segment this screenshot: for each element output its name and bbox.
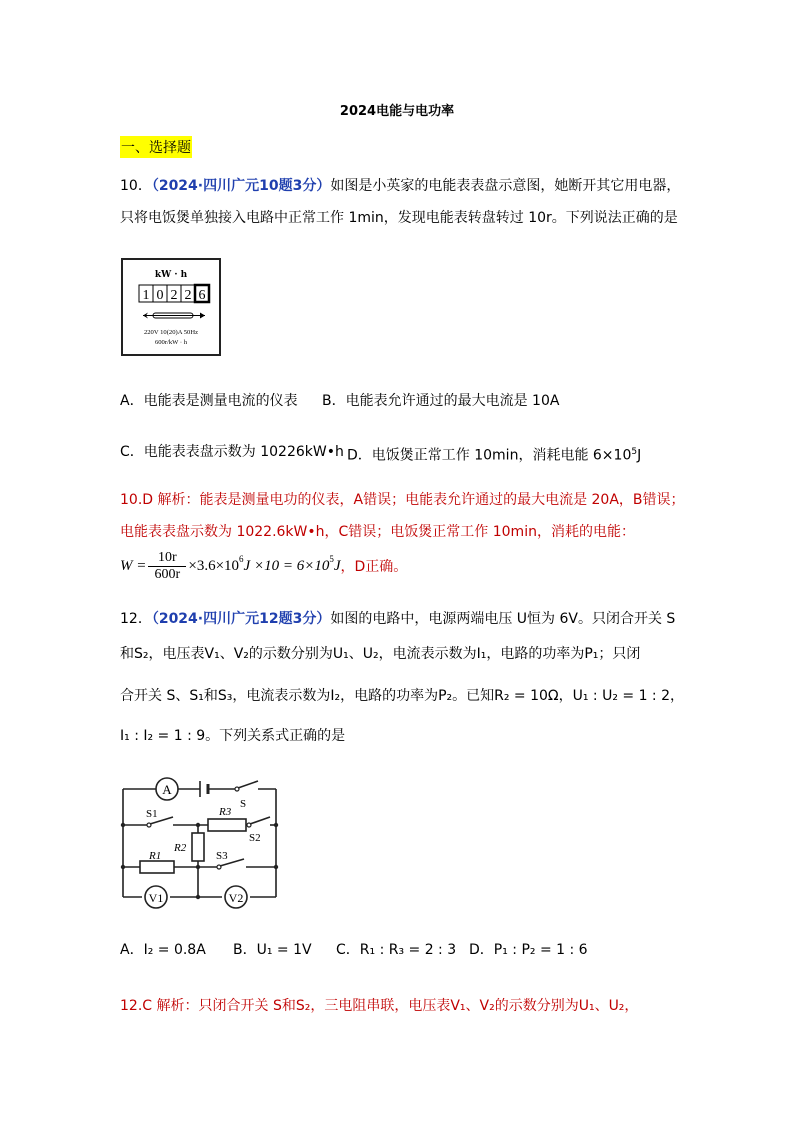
switch-s2-label: S2 (249, 832, 261, 844)
q12-stem-line4: I₁ : I₂ = 1 : 9。下列关系式正确的是 (120, 728, 346, 744)
q10-option-d-text: D．电饭煲正常工作 10min，消耗电能 6×10 (347, 447, 632, 464)
q12-answer-line1: 12.C 解析：只闭合开关 S和S₂，三电阻串联，电压表V₁、V₂的示数分别为U₁、U₂， (120, 998, 639, 1014)
q10-text1: 如图是小英家的电能表表盘示意图，她断开其它用电器， (330, 178, 681, 194)
meter-unit: kW · h (154, 270, 188, 280)
meter-digit-5: 6 (198, 288, 206, 303)
q10-option-d-exp: 5 (631, 447, 638, 457)
q10-answer-line2: 电能表表盘示数为 1022.6kW•h，C错误；电饭煲正常工作 10min，消耗的电能： (120, 524, 635, 540)
electric-meter-figure (121, 258, 221, 356)
q12-stem-line2: 和S₂，电压表V₁、V₂的示数分别为U₁、U₂，电流表示数为I₁，电路的功率为P₁；只闭 (120, 646, 641, 662)
q10-stem-line2: 只将电饭煲单独接入电路中正常工作 1min，发现电能表转盘转过 10r。下列说法正确的是 (120, 210, 678, 226)
voltmeter-v1-label: V1 (148, 891, 164, 905)
switch-s3-label: S3 (216, 850, 228, 862)
formula-exp1: 6 (239, 554, 244, 564)
q10-answer-line1: 10.D 解析：能表是测量电功的仪表，A错误；电能表允许通过的最大电流是 20A，B错误； (120, 492, 685, 508)
q10-formula (120, 548, 407, 584)
q12-number: 12． (120, 611, 152, 627)
formula-part3: J (333, 557, 341, 574)
voltmeter-v2-label: V2 (228, 891, 244, 905)
meter-digit-2: 0 (156, 288, 164, 303)
resistor-r2-icon (192, 833, 204, 861)
section-heading: 一、选择题 (120, 136, 192, 158)
resistor-r3-icon (208, 819, 246, 831)
q12-stem-line3: 合开关 S、S₁和S₃，电流表示数为I₂，电路的功率为P₂。已知R₂ = 10Ω，U₁ : U₂ = 1 : 2， (120, 688, 685, 704)
q12-text1: 如图的电路中，电源两端电压 U恒为 6V。只闭合开关 S (330, 611, 676, 627)
formula-part1: ×3.6×10 (188, 557, 240, 574)
q10-number: 10． (120, 178, 152, 194)
q12-source: （2024·四川广元12题3分） (151, 611, 331, 627)
formula-denominator: 600r (154, 566, 181, 582)
q12-option-b: B．U₁ = 1V (233, 942, 312, 958)
meter-arrow-icon (143, 313, 205, 319)
resistor-r3-label: R3 (219, 806, 232, 818)
q10-option-d (347, 442, 641, 466)
page-title: 2024电能与电功率 (339, 104, 455, 119)
formula-tail: ，D正确。 (340, 559, 408, 575)
resistor-r1-icon (140, 861, 174, 873)
meter-digit-4: 2 (184, 288, 192, 303)
formula-fraction (148, 550, 186, 583)
q10-option-d-unit: J (637, 447, 642, 464)
meter-digit-1: 1 (142, 288, 150, 303)
switch-s1-label: S1 (146, 808, 158, 820)
q10-source: （2024·四川广元10题3分） (151, 178, 331, 194)
q10-option-c: C．电能表表盘示数为 10226kW•h (120, 444, 344, 460)
q10-option-b: B．电能表允许通过的最大电流是 10A (322, 393, 560, 409)
q12-stem-line1 (120, 609, 675, 629)
resistor-r1-label: R1 (149, 850, 162, 862)
electric-meter-svg (123, 260, 219, 354)
formula-numerator: 10r (158, 549, 177, 565)
meter-rev: 600r/kW · h (154, 339, 188, 346)
q12-option-d: D．P₁ : P₂ = 1 : 6 (469, 942, 588, 958)
formula-part2: J ×10 = 6×10 (243, 557, 330, 574)
resistor-r2-label: R2 (174, 842, 187, 854)
ammeter-label: A (162, 782, 172, 797)
formula-lhs: W = (120, 557, 147, 574)
meter-spec: 220V 10(20)A 50Hz (143, 329, 199, 336)
formula-exp2: 5 (329, 554, 334, 564)
circuit-diagram (118, 775, 282, 911)
q10-stem-line1 (120, 176, 680, 196)
q12-option-c: C．R₁ : R₃ = 2 : 3 (336, 942, 457, 958)
q10-option-a: A．电能表是测量电流的仪表 (120, 393, 298, 409)
circuit-svg (118, 775, 282, 911)
meter-digit-3: 2 (170, 288, 178, 303)
q12-option-a: A．I₂ = 0.8A (120, 942, 206, 958)
switch-s-label: S (240, 798, 247, 810)
